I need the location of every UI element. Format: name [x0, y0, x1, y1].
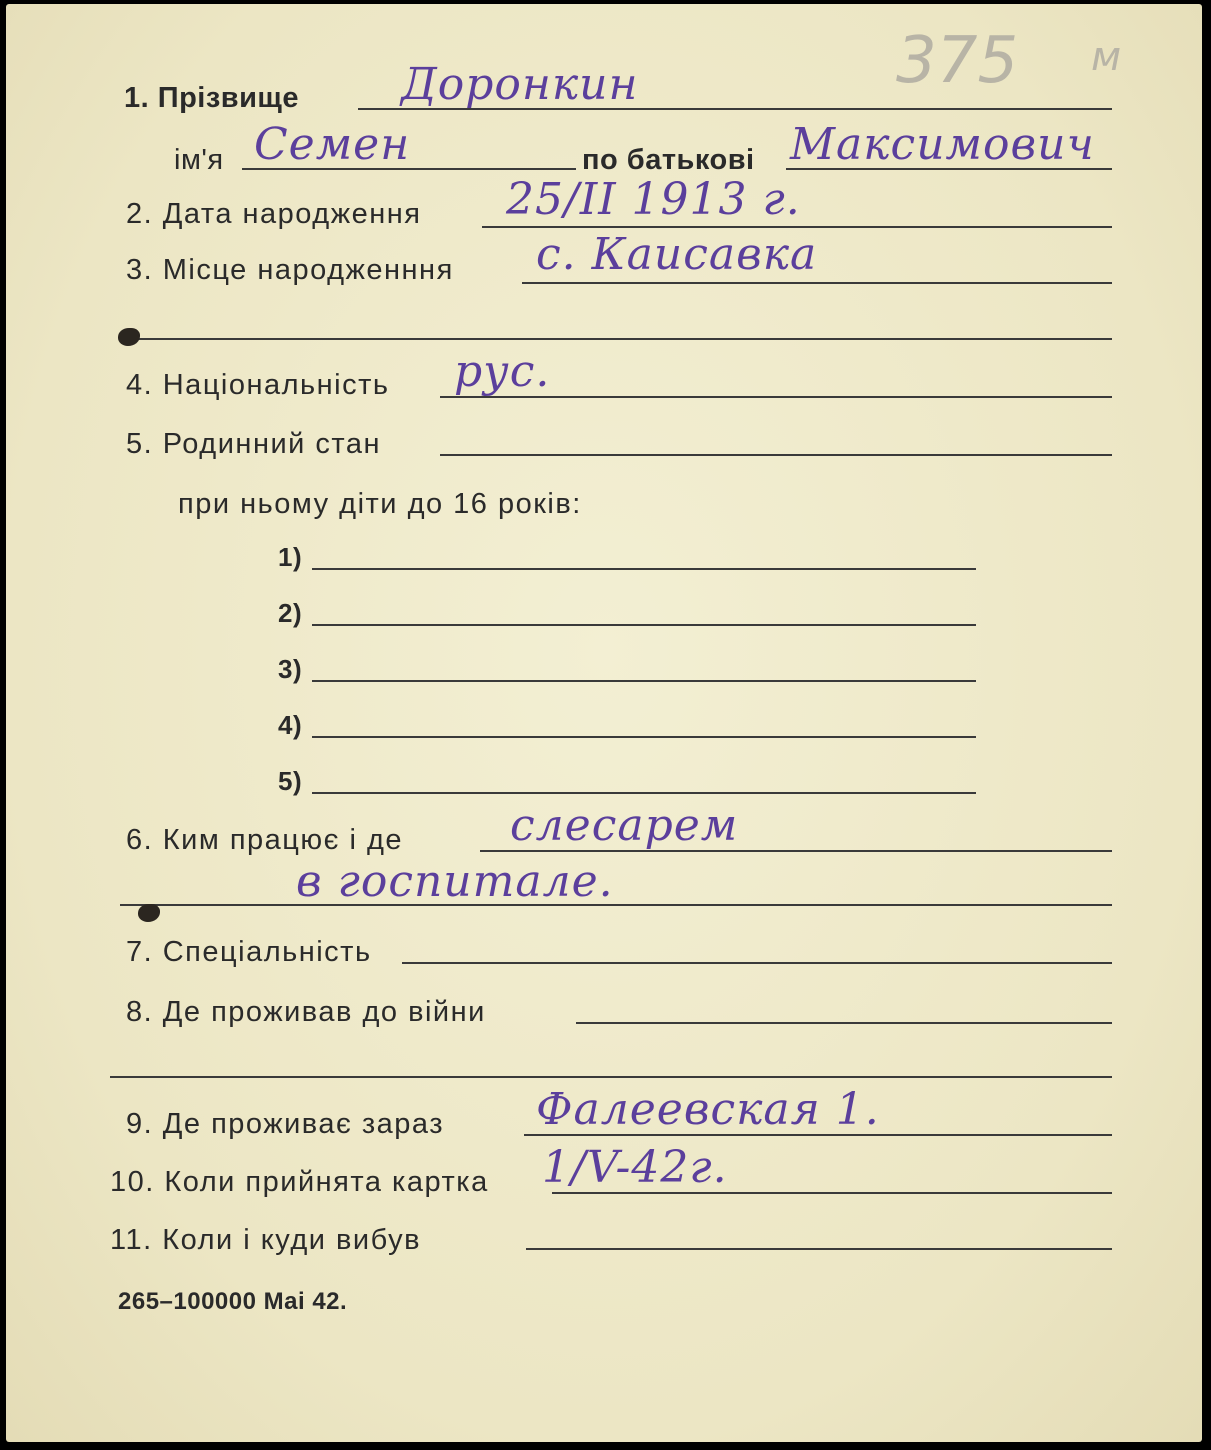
occupation-line-2 — [120, 904, 1112, 906]
specialty-line — [402, 962, 1112, 964]
prewar-residence-label: 8. Де проживав до війни — [126, 996, 486, 1028]
child-3-label: 3) — [278, 654, 303, 684]
birth-place-label: 3. Місце народженння — [126, 254, 454, 286]
birth-place-line — [522, 282, 1112, 284]
occupation-value-2: в госпитале. — [296, 856, 614, 907]
child-5-line — [312, 792, 976, 794]
departed-label: 11. Коли і куди вибув — [110, 1224, 421, 1256]
punch-hole — [118, 328, 140, 346]
card-accepted-label: 10. Коли прийнята картка — [110, 1166, 489, 1198]
card-accepted-value: 1/V-42г. — [542, 1142, 728, 1193]
child-2-line — [312, 624, 976, 626]
current-residence-label: 9. Де проживає зараз — [126, 1108, 445, 1140]
surname-value: Доронкин — [401, 59, 639, 110]
print-code: 265–100000 Mai 42. — [118, 1288, 348, 1315]
child-1-label: 1) — [278, 542, 303, 572]
marital-status-label: 5. Родинний стан — [126, 428, 382, 460]
specialty-label: 7. Спеціальність — [126, 936, 372, 968]
birth-place-value: с. Каисавка — [536, 229, 818, 280]
punch-hole-2 — [138, 904, 160, 922]
nationality-label: 4. Національність — [126, 369, 390, 401]
departed-line — [526, 1248, 1112, 1250]
occupation-value: слесарем — [510, 800, 739, 851]
birth-date-line — [482, 226, 1112, 228]
children-label: при ньому діти до 16 років: — [178, 488, 582, 520]
child-4-line — [312, 736, 976, 738]
archive-number-annotation: 375 — [896, 24, 1019, 98]
marital-status-line — [440, 454, 1112, 456]
child-2-label: 2) — [278, 598, 303, 628]
child-1-line — [312, 568, 976, 570]
prewar-residence-line — [576, 1022, 1112, 1024]
child-5-label: 5) — [278, 766, 303, 796]
surname-label: 1. Прізвище — [124, 82, 300, 114]
nationality-value: рус. — [454, 346, 551, 397]
prewar-residence-line-2 — [110, 1076, 1112, 1078]
birth-place-line-2 — [120, 338, 1112, 340]
first-name-label: ім'я — [174, 144, 224, 176]
child-4-label: 4) — [278, 710, 303, 740]
archive-mark-annotation: м — [1091, 34, 1122, 80]
occupation-label: 6. Ким працює і де — [126, 824, 404, 856]
child-3-line — [312, 680, 976, 682]
registration-card — [6, 4, 1202, 1442]
current-residence-value: Фалеевская 1. — [536, 1084, 880, 1135]
patronymic-value: Максимович — [790, 119, 1095, 170]
patronymic-label: по батькові — [582, 144, 755, 176]
birth-date-value: 25/II 1913 г. — [506, 174, 801, 225]
first-name-value: Семен — [254, 119, 411, 170]
birth-date-label: 2. Дата народження — [126, 198, 422, 230]
